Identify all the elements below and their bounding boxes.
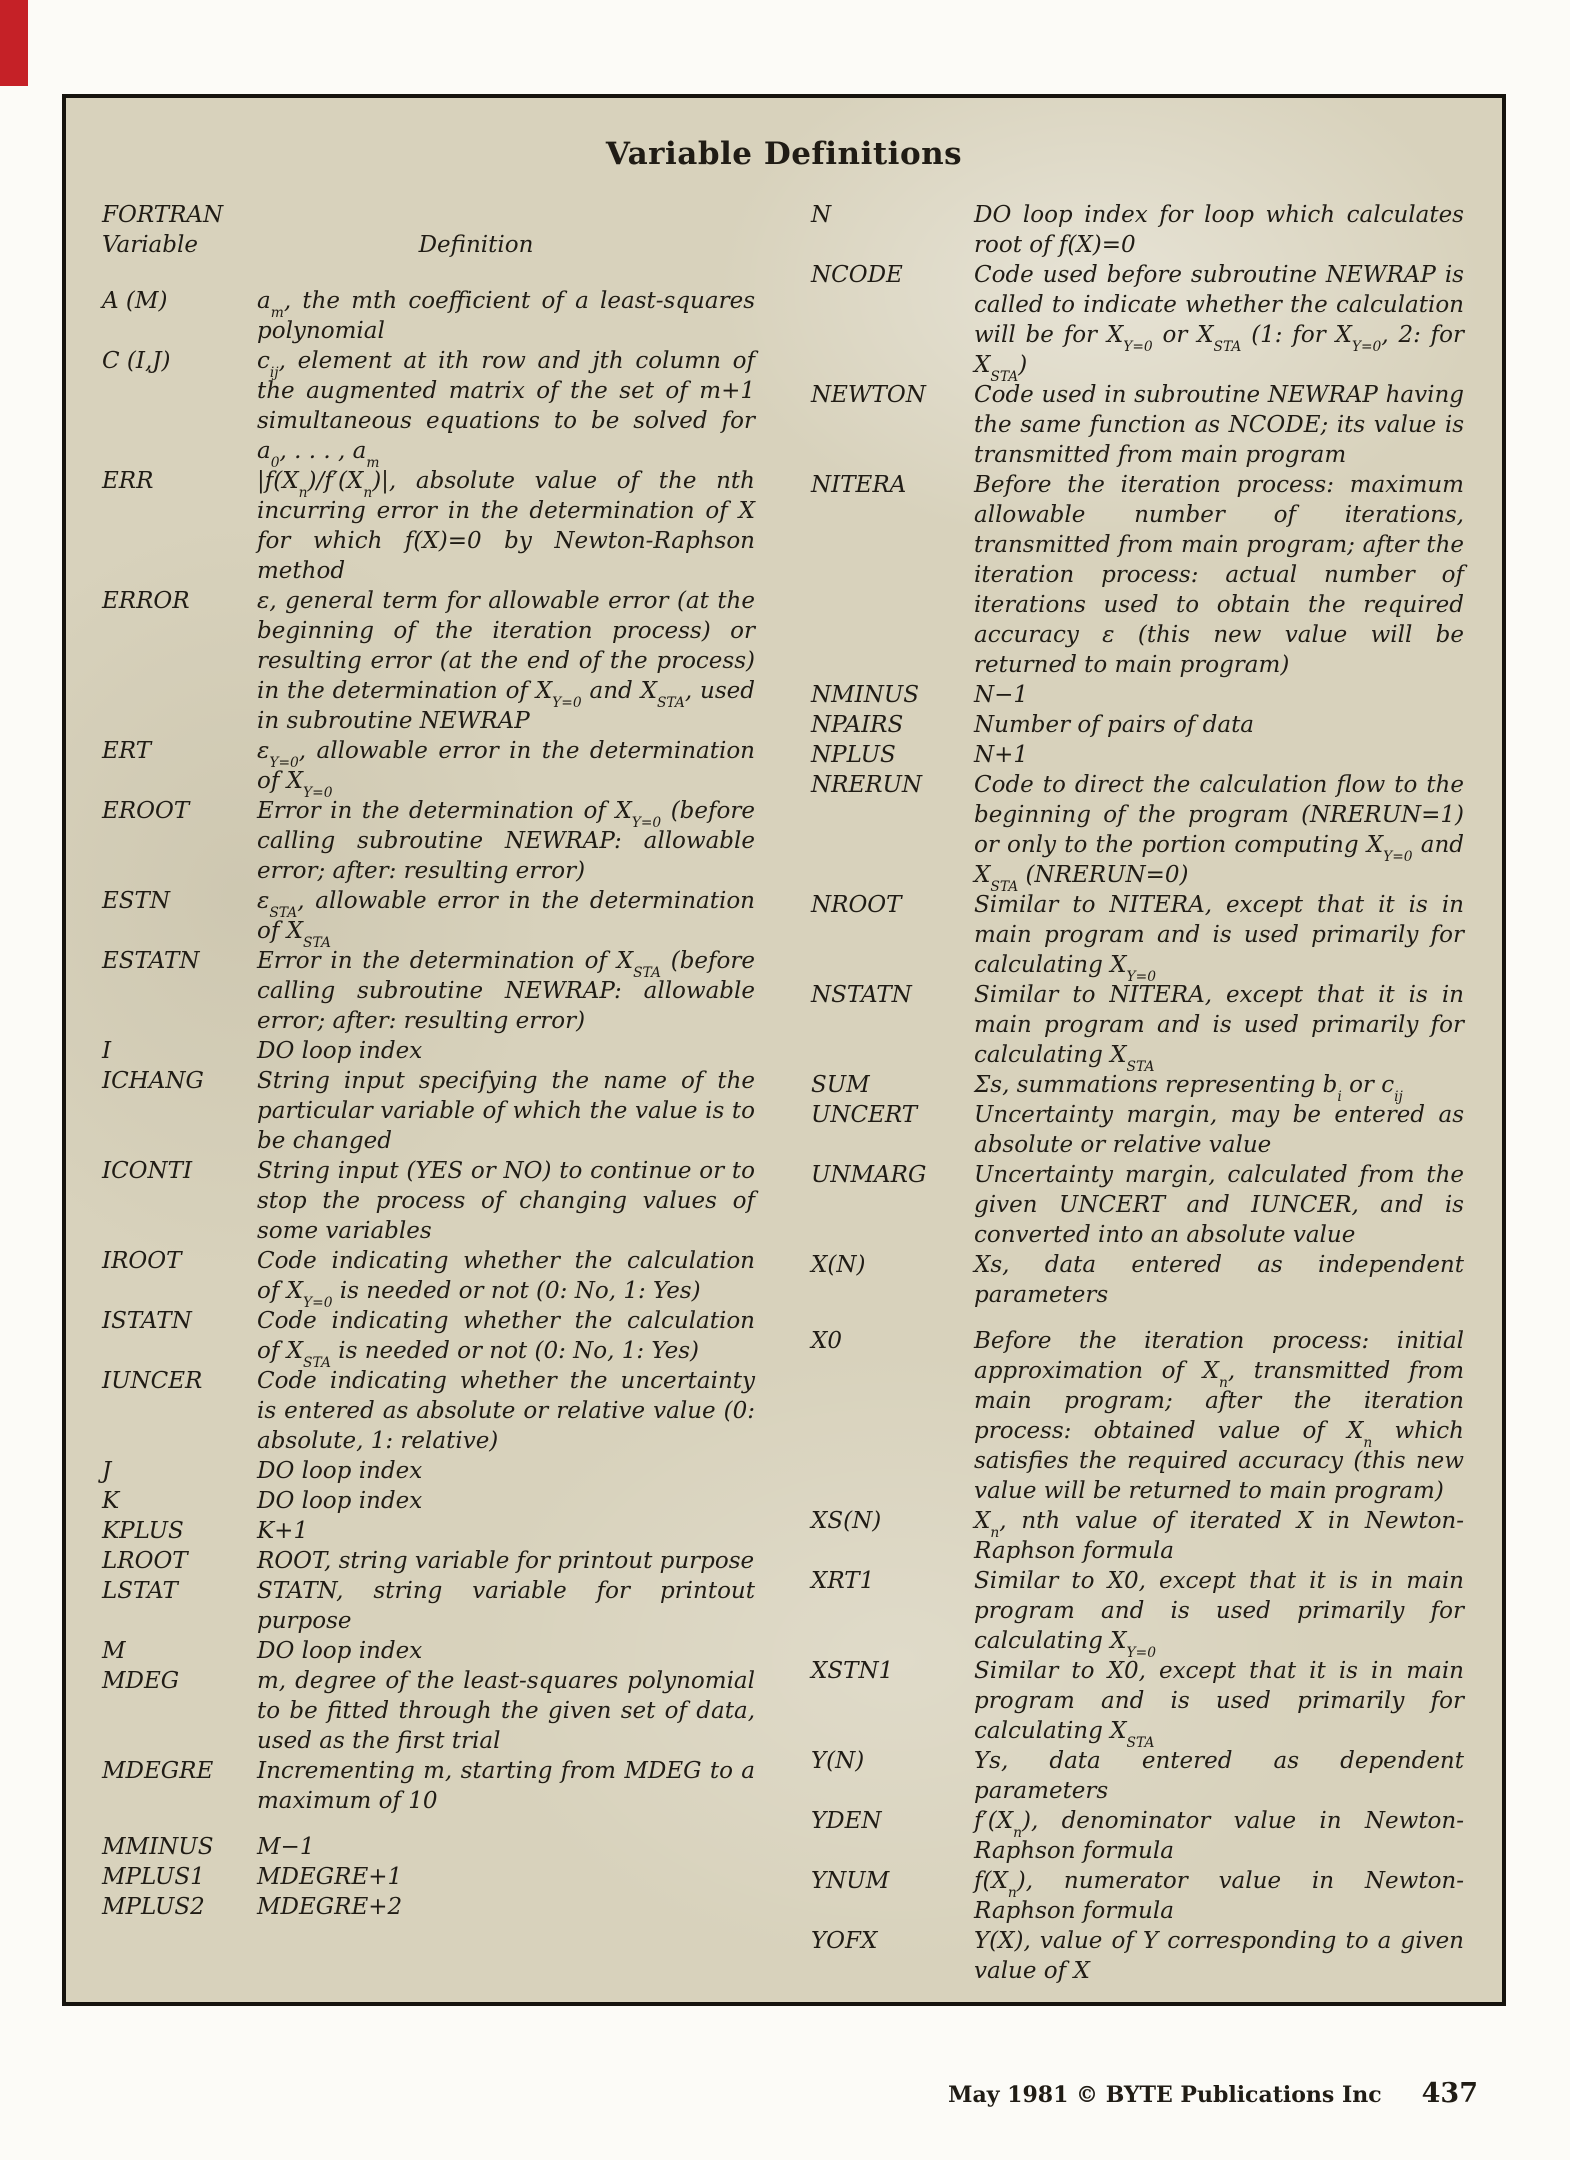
definition-header: Definition (418, 232, 534, 258)
term-header (102, 200, 257, 260)
variable-name: MMINUS (102, 1834, 214, 1860)
table-row (102, 286, 755, 346)
variable-name: SUM (811, 1072, 870, 1098)
left-column (102, 200, 755, 1986)
table-row (102, 1306, 755, 1372)
table-row (811, 1806, 1464, 1866)
variable-name: MDEGRE (102, 1758, 214, 1784)
table-row (102, 1486, 755, 1516)
definitions-table (66, 172, 1502, 1986)
variable-name: ESTN (102, 888, 171, 914)
variable-definition: N−1 (974, 682, 1029, 708)
table-row (811, 710, 1464, 740)
table-row (102, 946, 755, 1036)
variable-name: LSTAT (102, 1578, 178, 1604)
table-row (102, 1636, 755, 1666)
variable-definition: Code indicating whether the uncertainty is entered as absolute or relative value (0: absolute, 1: relative) (257, 1368, 755, 1454)
variable-definition: $f'(X_n)$, denominator value in Newton-Raphson formula (974, 1808, 1464, 1864)
variable-name: C (I,J) (102, 348, 171, 374)
variable-name: M (102, 1638, 126, 1664)
table-row (811, 380, 1464, 470)
variable-definition: Code indicating whether the calculation of $X_{Y=0}$ is needed or not (0: No, 1: Yes) (257, 1248, 755, 1312)
variable-name: XRT1 (811, 1568, 875, 1594)
variable-name: XS(N) (811, 1508, 882, 1534)
variable-definition: ROOT, string variable for printout purpose (257, 1548, 755, 1574)
variable-definition: N+1 (974, 742, 1029, 768)
variable-name: NPLUS (811, 742, 896, 768)
variable-name: MDEG (102, 1668, 180, 1694)
table-row (102, 1366, 755, 1456)
variable-name: UNMARG (811, 1162, 927, 1188)
variable-definition: Uncertainty margin, may be entered as absolute or relative value (974, 1102, 1464, 1158)
page-footer (948, 2078, 1478, 2109)
variable-name: UNCERT (811, 1102, 918, 1128)
table-row (102, 1756, 755, 1816)
left-entries (102, 286, 755, 1922)
table-row (811, 470, 1464, 680)
page-edge-red-tab (0, 0, 28, 86)
table-row (102, 1892, 755, 1922)
right-column (811, 200, 1464, 1986)
table-row (811, 890, 1464, 986)
variable-name: NRERUN (811, 772, 923, 798)
table-row (811, 1656, 1464, 1752)
table-row (811, 1506, 1464, 1566)
variable-definition: $\varepsilon_{Y=0}$, allowable error in the determination of $X_{Y=0}$ (257, 738, 755, 802)
variable-definition: Similar to X0, except that it is in main program and is used primarily for calculating $X_{Y=0}$ (974, 1568, 1464, 1662)
variable-definition: Code used before subroutine NEWRAP is called to indicate whether the calculation will be for $X_{Y=0}$ or $X_{STA}$ (1: for $X_{Y=0}$, 2: for $X_{STA}$) (974, 262, 1464, 386)
variable-name: Y(N) (811, 1748, 865, 1774)
table-row (102, 466, 755, 586)
variable-definition: Similar to X0, except that it is in main program and is used primarily for calculating $X_{STA}$ (974, 1658, 1464, 1752)
table-row (102, 586, 755, 736)
variable-definition: String input specifying the name of the particular variable of which the value is to be changed (257, 1068, 755, 1154)
variable-definition: Σs, summations representing $b_i$ or $c_{ij}$ (974, 1072, 1403, 1106)
variable-definition: ε, general term for allowable error (at the beginning of the iteration process) or resulting error (at the end of the process) in the determination of $X_{Y=0}$ and $X_{STA}$, used in subroutine NEWRAP (257, 588, 755, 734)
table-row (102, 1576, 755, 1636)
variable-definition: DO loop index (257, 1458, 423, 1484)
table-row (811, 1326, 1464, 1506)
variable-name: NEWTON (811, 382, 926, 408)
page-number: 437 (1421, 2078, 1478, 2109)
variable-name: X(N) (811, 1252, 866, 1278)
table-row (102, 886, 755, 952)
variable-definition: m, degree of the least-squares polynomial to be fitted through the given set of data, used as the first trial (257, 1668, 755, 1754)
table-row (102, 1862, 755, 1892)
variable-name: ERROR (102, 588, 190, 614)
variable-definition: Before the iteration process: initial approximation of $X_n$, transmitted from main program; after the iteration process: obtained value of $X_n$ which satisfies the required accuracy (this new value will be returned to main program) (974, 1328, 1464, 1504)
variable-name: KPLUS (102, 1518, 184, 1544)
table-row (811, 1866, 1464, 1926)
variable-name: YDEN (811, 1808, 882, 1834)
column-header (102, 200, 755, 260)
variable-definition: Incrementing m, starting from MDEG to a maximum of 10 (257, 1758, 755, 1814)
variable-definition: Similar to NITERA, except that it is in main program and is used primarily for calculating $X_{STA}$ (974, 982, 1464, 1076)
publication-credit: May 1981 © BYTE Publications Inc (948, 2082, 1382, 2108)
variable-name: LROOT (102, 1548, 188, 1574)
variable-definition: STATN, string variable for printout purpose (257, 1578, 755, 1634)
variable-name: ERR (102, 468, 154, 494)
table-row (811, 980, 1464, 1076)
variable-name: ICONTI (102, 1158, 193, 1184)
variable-name: EROOT (102, 798, 190, 824)
table-row (102, 796, 755, 886)
variable-definition: $X_n$, nth value of iterated X in Newton-Raphson formula (974, 1508, 1464, 1564)
variable-name: MPLUS2 (102, 1894, 205, 1920)
variable-definition: Code used in subroutine NEWRAP having the same function as NCODE; its value is transmitted from main program (974, 382, 1464, 468)
variable-name: IUNCER (102, 1368, 203, 1394)
variable-name: J (102, 1458, 112, 1484)
variable-name: NMINUS (811, 682, 920, 708)
table-row (102, 1832, 755, 1862)
variable-definition: String input (YES or NO) to continue or to stop the process of changing values of some variables (257, 1158, 755, 1244)
variable-definition: $a_m$, the mth coefficient of a least-squares polynomial (257, 288, 755, 344)
table-row (102, 346, 755, 472)
variable-definitions-panel (62, 94, 1506, 2006)
variable-definition: DO loop index for loop which calculates root of f(X)=0 (974, 202, 1464, 258)
variable-name: NCODE (811, 262, 903, 288)
variable-name: N (811, 202, 832, 228)
variable-name: K (102, 1488, 120, 1514)
table-row (811, 740, 1464, 770)
variable-definition: Before the iteration process: maximum allowable number of iterations, transmitted from main program; after the iteration process: actual number of iterations used to obtain the required accuracy ε (this new value will be returned to main program) (974, 472, 1464, 678)
table-row (811, 1926, 1464, 1986)
right-entries (811, 200, 1464, 1986)
table-row (102, 1546, 755, 1576)
term-header-line2: Variable (102, 232, 198, 258)
table-row (811, 1160, 1464, 1250)
table-row (102, 1456, 755, 1486)
variable-definition: $|f(X_n)/f'(X_n)|$, absolute value of the nth incurring error in the determination of X for which f(X)=0 by Newton-Raphson method (257, 468, 755, 584)
variable-name: NITERA (811, 472, 907, 498)
variable-name: ERT (102, 738, 152, 764)
table-row (102, 1666, 755, 1756)
variable-definition: $f(X_n)$, numerator value in Newton-Raphson formula (974, 1868, 1464, 1924)
variable-definition: DO loop index (257, 1038, 423, 1064)
variable-definition: $c_{ij}$, element at ith row and jth column of the augmented matrix of the set of m+1 simultaneous equations to be solved for $a_0$, . . . , $a_m$ (257, 348, 755, 472)
table-row (102, 1246, 755, 1312)
table-row (102, 1036, 755, 1066)
variable-name: ISTATN (102, 1308, 192, 1334)
variable-definition: Number of pairs of data (974, 712, 1255, 738)
variable-definition: MDEGRE+1 (257, 1864, 403, 1890)
variable-name: YNUM (811, 1868, 890, 1894)
variable-name: MPLUS1 (102, 1864, 205, 1890)
variable-definition: $\varepsilon_{STA}$, allowable error in the determination of $X_{STA}$ (257, 888, 755, 952)
variable-definition: Ys, data entered as dependent parameters (974, 1748, 1464, 1804)
table-row (811, 1100, 1464, 1160)
variable-definition: DO loop index (257, 1638, 423, 1664)
variable-name: NROOT (811, 892, 902, 918)
variable-definition: DO loop index (257, 1488, 423, 1514)
variable-name: NSTATN (811, 982, 912, 1008)
table-row (811, 1566, 1464, 1662)
variable-name: X0 (811, 1328, 843, 1354)
variable-name: A (M) (102, 288, 168, 314)
variable-name: XSTN1 (811, 1658, 894, 1684)
table-row (811, 260, 1464, 386)
variable-name: I (102, 1038, 112, 1064)
table-row (102, 1516, 755, 1546)
term-header-line1: FORTRAN (102, 202, 224, 228)
variable-definition: K+1 (257, 1518, 309, 1544)
variable-name: NPAIRS (811, 712, 904, 738)
table-row (811, 770, 1464, 896)
table-row (811, 1746, 1464, 1806)
table-row (811, 680, 1464, 710)
variable-definition: Error in the determination of $X_{Y=0}$ (before calling subroutine NEWRAP: allowable error; after: resulting error) (257, 798, 755, 884)
table-row (102, 1156, 755, 1246)
table-row (811, 200, 1464, 260)
variable-definition: Xs, data entered as independent parameters (974, 1252, 1464, 1308)
table-row (811, 1250, 1464, 1310)
table-row (102, 1066, 755, 1156)
variable-definition: Y(X), value of Y corresponding to a given value of X (974, 1928, 1464, 1984)
variable-definition: Code indicating whether the calculation of $X_{STA}$ is needed or not (0: No, 1: Yes) (257, 1308, 755, 1372)
variable-name: ICHANG (102, 1068, 204, 1094)
variable-definition: M−1 (257, 1834, 315, 1860)
variable-name: YOFX (811, 1928, 878, 1954)
variable-definition: Similar to NITERA, except that it is in main program and is used primarily for calculating $X_{Y=0}$ (974, 892, 1464, 986)
variable-definition: MDEGRE+2 (257, 1894, 403, 1920)
variable-name: ESTATN (102, 948, 200, 974)
table-row (102, 736, 755, 802)
page-title: Variable Definitions (605, 136, 963, 172)
variable-definition: Code to direct the calculation flow to the beginning of the program (NRERUN=1) or only to the portion computing $X_{Y=0}$ and $X_{STA}$ (NRERUN=0) (974, 772, 1464, 896)
variable-name: IROOT (102, 1248, 182, 1274)
variable-definition: Uncertainty margin, calculated from the given UNCERT and IUNCER, and is converted into an absolute value (974, 1162, 1464, 1248)
variable-definition: Error in the determination of $X_{STA}$ (before calling subroutine NEWRAP: allowable error; after: resulting error) (257, 948, 755, 1034)
